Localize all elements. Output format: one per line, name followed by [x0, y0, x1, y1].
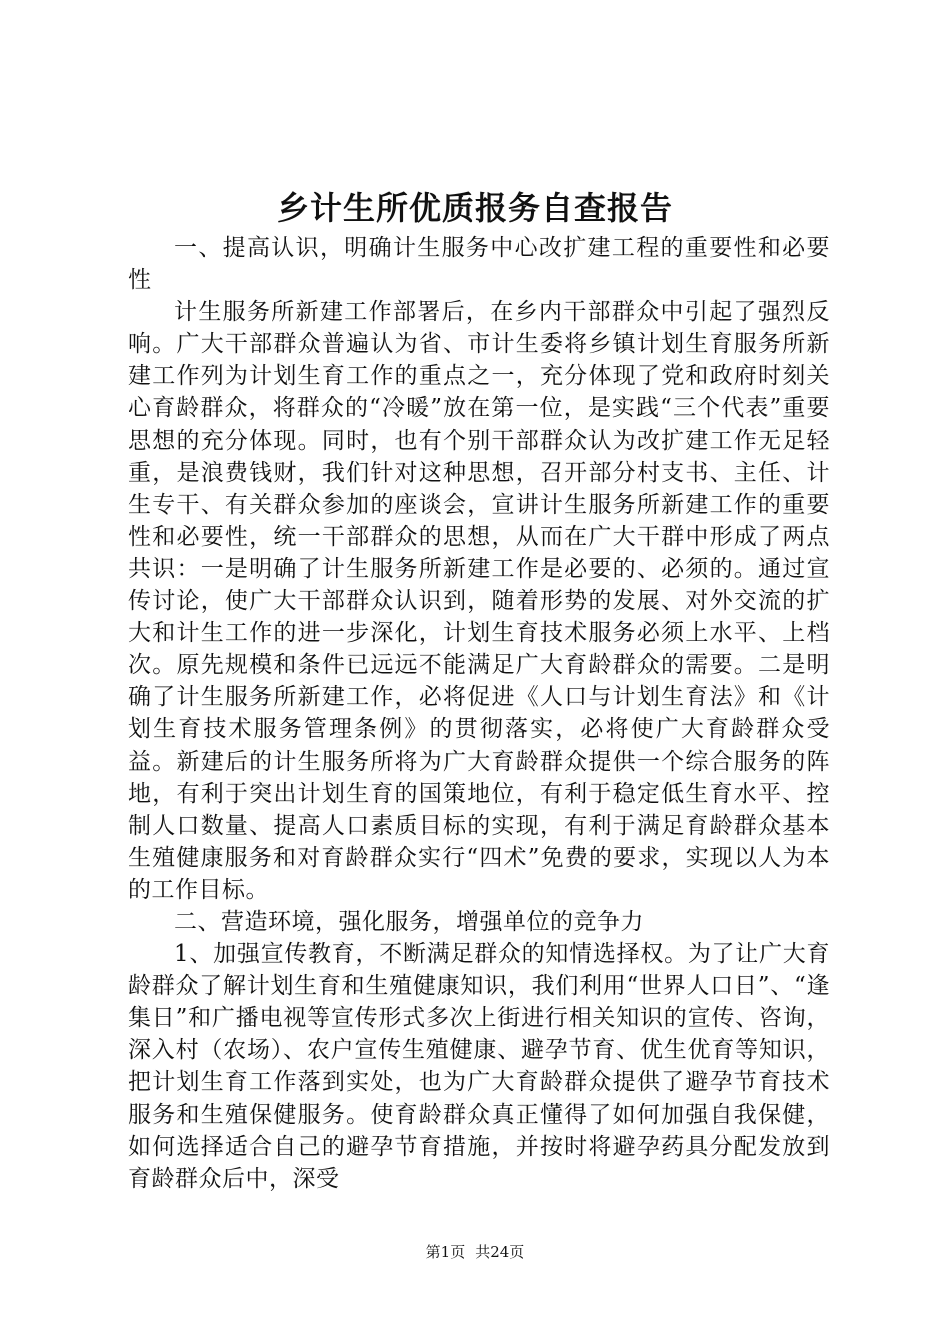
document-title: 乡计生所优质报务自查报告 [276, 189, 673, 227]
page-footer [0, 1242, 950, 1262]
paragraph-heading-1: 一、提高认识，明确计生服务中心改扩建工程的重要性和必要性 [128, 235, 830, 294]
paragraph-body-1: 计生服务所新建工作部署后，在乡内干部群众中引起了强烈反响。广大干部群众普遍认为省、市计生委将乡镇计划生育服务所新建工作列为计划生育工作的重点之一，充分体现了党和政府时刻关心育龄群众，将群众的“冷暖”放在第一位，是实践“三个代表”重要思想的充分体现。同时，也有个别干部群众认为改扩建工作无足轻重，是浪费钱财，我们针对这种思想，召开部分村支书、主任、计生专干、有关群众参加的座谈会，宣讲计生服务所新建工作的重要性和必要性，统一干部群众的思想，从而在广大干群中形成了两点共识：一是明确了计生服务所新建工作是必要的、必须的。通过宣传讨论，使广大干部群众认识到，随着形势的发展、对外交流的扩大和计生工作的进一步深化，计划生育技术服务必须上水平、上档次。原先规模和条件已远远不能满足广大育龄群众的需要。二是明确了计生服务所新建工作，必将促进《人口与计划生育法》和《计划生育技术服务管理条例》的贯彻落实，必将使广大育龄群众受益。新建后的计生服务所将为广大育龄群众提供一个综合服务的阵地，有利于突出计划生育的国策地位，有利于稳定低生育水平、控制人口数量、提高人口素质目标的实现，有利于满足育龄群众基本生殖健康服务和对育龄群众实行“四术”免费的要求，实现以人为本的工作目标。 [128, 299, 830, 903]
document-body [128, 232, 830, 1195]
paragraph-heading-2: 二、营造环境，强化服务，增强单位的竞争力 [174, 908, 644, 935]
paragraph-body-2: 1、加强宣传教育，不断满足群众的知情选择权。为了让广大育龄群众了解计划生育和生殖健康知识，我们利用“世界人口日”、“逢集日”和广播电视等宣传形式多次上街进行相关知识的宣传、咨询，深入村（农场）、农户宣传生殖健康、避孕节育、优生优育等知识，把计划生育工作落到实处，也为广大育龄群众提供了避孕节育技术服务和生殖保健服务。使育龄群众真正懂得了如何加强自我保健，如何选择适合自己的避孕节育措施，并按时将避孕药具分配发放到育龄群众后中，深受 [128, 941, 830, 1192]
page-total: 共24页 [475, 1243, 525, 1261]
page-number: 第1页 [425, 1243, 466, 1261]
